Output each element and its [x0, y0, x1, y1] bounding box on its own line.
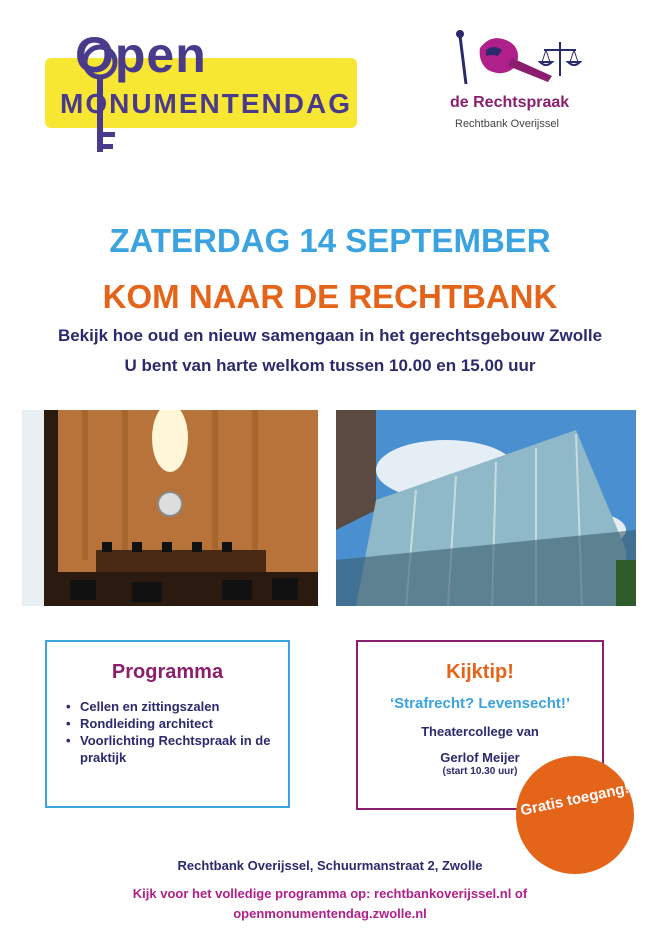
programma-title: Programma: [111, 661, 224, 683]
rechtspraak-logo-subtitle: Rechtbank Overijssel: [455, 118, 559, 130]
more-info-url: openmonumentendag.zwolle.nl: [233, 906, 427, 921]
list-item: • Voorlichting Rechtspraak in de praktijk: [66, 732, 286, 766]
kijktip-start-time: (start 10.30 uur): [442, 766, 518, 777]
list-item: • Rondleiding architect: [66, 715, 286, 732]
list-item: • Cellen en zittingszalen: [66, 698, 286, 715]
omd-logo-word-open: Open: [75, 27, 207, 83]
omd-logo-word-monumentendag: MONUMENTENDAG: [60, 88, 352, 119]
courtroom-photo: [22, 410, 318, 606]
address-line: Rechtbank Overijssel, Schuurmanstraat 2, Zwolle: [177, 858, 483, 873]
court-building-photo: [336, 410, 636, 606]
rechtspraak-logo-name: de Rechtspraak: [450, 94, 570, 111]
justitia-emblem-icon: [452, 28, 582, 90]
kijktip-description: Theatercollege van: [421, 724, 539, 739]
more-info-line: Kijk voor het volledige programma op: rechtbankoverijssel.nl of: [132, 886, 528, 901]
free-entry-badge-text: Gratis toegang!: [518, 779, 631, 820]
kijktip-title: Kijktip!: [446, 661, 514, 683]
kijktip-quote: ‘Strafrecht? Levensecht!’: [389, 695, 571, 712]
event-date-heading: ZATERDAG 14 SEPTEMBER: [109, 222, 551, 259]
programma-list: [66, 698, 286, 766]
kijktip-speaker: Gerlof Meijer: [440, 750, 520, 765]
intro-line: Bekijk hoe oud en nieuw samengaan in het gerechtsgebouw Zwolle: [57, 326, 603, 345]
opening-hours-line: U bent van harte welkom tussen 10.00 en 15.00 uur: [124, 356, 536, 375]
call-to-action-heading: KOM NAAR DE RECHTBANK: [102, 278, 558, 315]
